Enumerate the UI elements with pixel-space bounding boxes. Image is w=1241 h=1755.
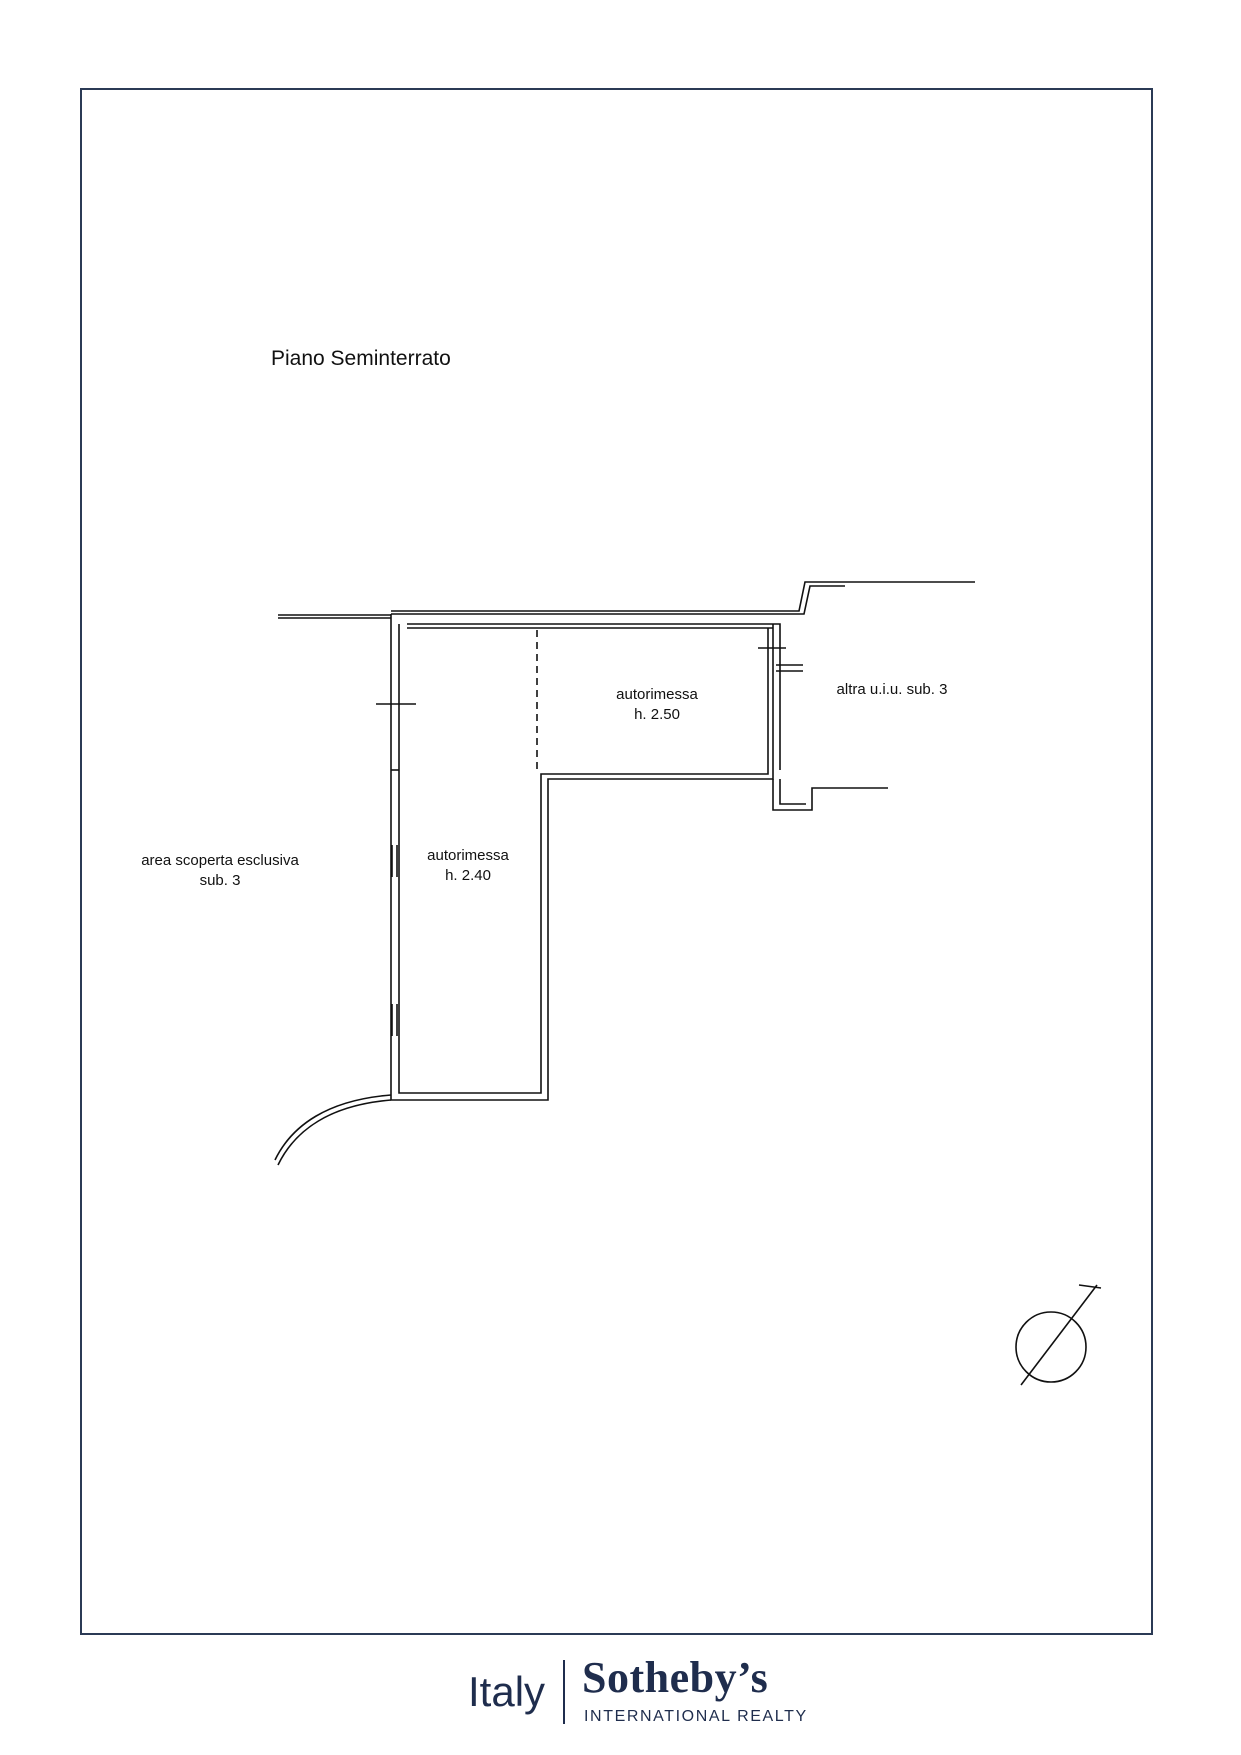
logo-region: Italy — [468, 1668, 546, 1715]
north-arrow-icon — [1016, 1285, 1101, 1385]
room-height: h. 2.40 — [445, 867, 491, 884]
logo-brand: Sotheby’s — [582, 1653, 769, 1702]
top-wall — [278, 582, 975, 628]
room-label-garage-1 — [601, 685, 713, 725]
neighbor-label: altra u.i.u. sub. 3 — [836, 681, 948, 698]
outdoor-arc — [275, 1095, 391, 1165]
outdoor-line-2: sub. 3 — [199, 872, 241, 889]
left-wall-openings — [376, 704, 416, 1036]
right-wall — [758, 624, 888, 810]
room-name: autorimessa — [427, 847, 509, 864]
outdoor-area-label — [130, 851, 310, 891]
logo-tagline: INTERNATIONAL REALTY — [584, 1708, 808, 1725]
room-height: h. 2.50 — [634, 706, 680, 723]
plan-title: Piano Seminterrato — [271, 347, 451, 370]
room-name: autorimessa — [616, 686, 698, 703]
logo-separator — [563, 1660, 565, 1724]
room-label-garage-2 — [412, 846, 524, 886]
outdoor-line-1: area scoperta esclusiva — [141, 852, 299, 869]
